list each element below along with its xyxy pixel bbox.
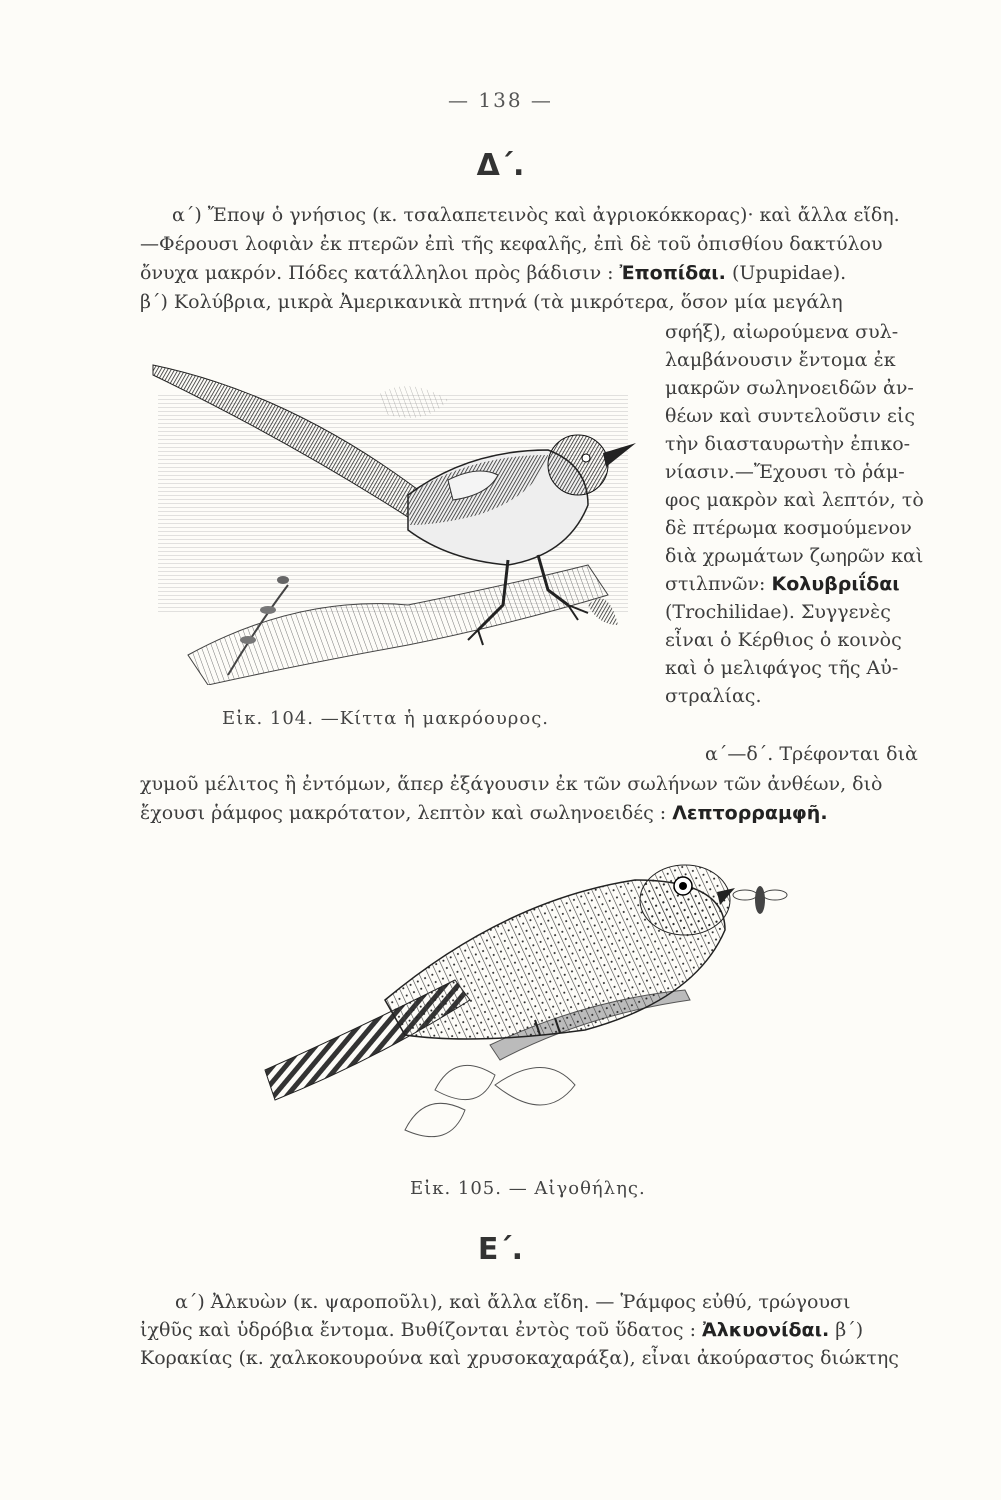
family-name-alcedinidae: Ἀλκυονίδαι. [702,1319,830,1341]
side-text-line: δὲ πτέρωμα κοσμούμενον [665,517,912,539]
insect-icon [733,886,787,914]
text-line-tail: β΄) [835,1319,864,1341]
text-line: Κορακίας (κ. χαλκοκουρούνα καὶ χρυσοκαχαράξα), εἶναι ἀκούραστος διώκτης [140,1347,899,1369]
family-name-upupidae: Ἐποπίδαι. [619,262,726,284]
figure-105-caption: Εἰκ. 105. — Αἰγοθήλης. [410,1178,646,1199]
text-line: α΄) Ἔποψ ὁ γνήσιος (κ. τσαλαπετεινὸς καὶ ἀγριοκόκκορας)· καὶ ἄλλα εἴδη. [172,204,900,226]
section-heading-epsilon: Ε΄. [477,1232,524,1267]
side-text-line: τὴν διασταυρωτὴν ἐπικο- [665,433,911,455]
text-line-body: ὄνυχα μακρόν. Πόδες κατάλληλοι πρὸς βάδισιν : [140,262,614,284]
text-line-body: ἔχουσι ῥάμφος μακρότατον, λεπτὸν καὶ σωληνοειδές : [140,802,667,824]
side-text-line: καὶ ὁ μελιφάγος τῆς Αὐ- [665,657,899,679]
latin-name-upupidae: (Upupidae). [731,262,847,284]
side-text-line: διὰ χρωμάτων ζωηρῶν καὶ [665,545,924,567]
figure-104-caption: Εἰκ. 104. —Κίττα ἡ μακρόουρος. [222,708,550,729]
side-text-line: (Trochilidae). Συγγενὲς [665,601,891,623]
side-text-body: στιλπνῶν: [665,573,766,595]
text-line: α΄—δ΄. Τρέφονται διὰ [705,743,918,765]
side-text-line: νίασιν.—Ἔχουσι τὸ ῥάμ- [665,461,905,483]
page-number: — 138 — [448,88,553,112]
nightjar-engraving [255,850,795,1165]
text-line: α΄) Ἀλκυὼν (κ. ψαροποῦλι), καὶ ἄλλα εἴδη. — Ῥάμφος εὐθύ, τρώγουσι [175,1291,851,1313]
side-text-line: θέων καὶ συντελοῦσιν εἰς [665,405,915,427]
side-text-line: λαμβάνουσιν ἔντομα ἐκ [665,349,896,371]
text-line [140,801,828,825]
side-text-line: στραλίας. [665,685,762,707]
family-name-trochilidae: Κολυβριΐδαι [771,573,900,595]
side-text-line: φος μακρὸν καὶ λεπτόν, τὸ [665,489,924,511]
side-text-line: σφήξ), αἰωρούμενα συλ- [665,321,899,343]
text-line [140,1318,863,1342]
text-line: χυμοῦ μέλιτος ἢ ἐντόμων, ἅπερ ἐξάγουσιν ἐκ τῶν σωλήνων τῶν ἀνθέων, διὸ [140,773,883,795]
side-text-line: εἶναι ὁ Κέρθιος ὁ κοινὸς [665,629,902,651]
text-line: —Φέρουσι λοφιὰν ἐκ πτερῶν ἐπὶ τῆς κεφαλῆς, ἐπὶ δὲ τοῦ ὀπισθίου δακτύλου [140,233,883,255]
magpie-engraving [148,355,646,685]
text-line: β΄) Κολύβρια, μικρὰ Ἀμερικανικὰ πτηνά (τὰ μικρότερα, ὅσον μία μεγάλη [140,291,843,313]
text-line-body: ἰχθῦς καὶ ὑδρόβια ἔντομα. Βυθίζονται ἐντὸς τοῦ ὕδατος : [140,1319,696,1341]
side-text-line [665,572,900,596]
section-heading-delta: Δ΄. [476,148,525,183]
group-name-leptorrhamphi: Λεπτορραμφῆ. [672,802,828,824]
text-line [140,261,846,285]
side-text-line: μακρῶν σωληνοειδῶν ἀν- [665,377,914,399]
